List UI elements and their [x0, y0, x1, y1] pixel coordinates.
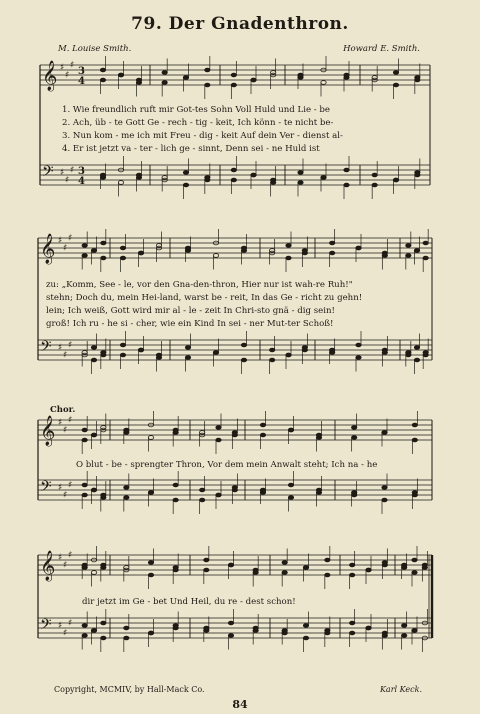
- note-head: [382, 634, 387, 638]
- sharp-sign: ♯: [68, 550, 73, 561]
- note-head: [183, 171, 188, 175]
- note-head: [124, 486, 129, 490]
- time-signature: 3: [78, 66, 85, 77]
- note-head: [303, 566, 308, 570]
- note-head: [251, 173, 256, 177]
- note-head: [124, 428, 129, 432]
- note-head: [356, 356, 361, 360]
- note-head: [101, 636, 106, 640]
- note-head: [260, 423, 265, 427]
- sharp-sign: ♯: [68, 233, 73, 244]
- note-head: [316, 491, 321, 495]
- note-head: [148, 573, 153, 577]
- sharp-sign: ♯: [58, 553, 63, 563]
- chorus-label: Chor.: [50, 405, 76, 415]
- note-head: [183, 76, 188, 80]
- note-head: [298, 171, 303, 175]
- note-head: [162, 81, 167, 85]
- bass-clef: 𝄢: [42, 163, 54, 184]
- note-head: [213, 254, 218, 258]
- lyric-line: groß! Ich ru - he si - cher, wie ein Kind In sei - ner Mut-ter Schoß!: [46, 319, 334, 329]
- note-head: [185, 246, 190, 250]
- note-head: [138, 348, 143, 352]
- note-head: [173, 431, 178, 435]
- lyric-line: 1. Wie freundlich ruft mir Got-tes Sohn Voll Huld und Lie - be: [62, 105, 331, 115]
- note-head: [302, 348, 307, 352]
- sharp-sign: ♯: [68, 415, 73, 426]
- note-head: [382, 498, 387, 502]
- note-head: [356, 246, 361, 250]
- note-head: [382, 486, 387, 490]
- note-head: [325, 631, 330, 635]
- note-head: [422, 566, 427, 570]
- note-head: [231, 168, 236, 172]
- copyright-notice: Copyright, MCMIV, by Hall-Mack Co.: [54, 685, 205, 694]
- time-signature: 4: [78, 176, 85, 187]
- note-head: [286, 244, 291, 248]
- sharp-sign: ♯: [63, 425, 68, 436]
- note-head: [260, 433, 265, 437]
- note-head: [216, 426, 221, 430]
- note-head: [269, 249, 274, 253]
- note-head: [156, 356, 161, 360]
- note-head: [205, 178, 210, 182]
- note-head: [148, 631, 153, 635]
- arranger-credit: Karl Keck.: [379, 685, 422, 694]
- note-head: [253, 629, 258, 633]
- note-head: [303, 636, 308, 640]
- note-head: [232, 488, 237, 492]
- time-signature: 4: [78, 76, 85, 87]
- note-head: [406, 244, 411, 248]
- note-head: [401, 634, 406, 638]
- note-head: [82, 438, 87, 442]
- note-head: [162, 71, 167, 75]
- note-head: [401, 624, 406, 628]
- lyric-line: zu: „Komm, See - le, vor den Gna-den-thron, Hier nur ist wah-re Ruh!": [46, 280, 353, 290]
- note-head: [349, 573, 354, 577]
- note-head: [270, 181, 275, 185]
- note-head: [406, 254, 411, 258]
- sharp-sign: ♯: [63, 350, 68, 361]
- note-head: [288, 496, 293, 500]
- note-head: [321, 176, 326, 180]
- sharp-sign: ♯: [68, 340, 73, 351]
- note-head: [282, 571, 287, 575]
- sharp-sign: ♯: [58, 483, 63, 493]
- note-head: [228, 563, 233, 567]
- note-head: [251, 78, 256, 82]
- note-head: [118, 181, 123, 185]
- note-head: [91, 571, 96, 575]
- note-head: [344, 76, 349, 80]
- page-number: 84: [232, 698, 248, 711]
- note-head: [356, 343, 361, 347]
- note-head: [260, 488, 265, 492]
- lyric-line: 2. Ach, üb - te Gott Ge - rech - tig - keit, Ich könn - te nicht be-: [62, 118, 334, 128]
- time-signature: 3: [78, 166, 85, 177]
- bass-clef: 𝄢: [40, 338, 52, 359]
- note-head: [199, 498, 204, 502]
- note-head: [185, 356, 190, 360]
- note-head: [204, 558, 209, 562]
- sharp-sign: ♯: [58, 418, 63, 428]
- note-head: [344, 168, 349, 172]
- note-head: [232, 433, 237, 437]
- note-head: [414, 249, 419, 253]
- note-head: [120, 256, 125, 260]
- note-head: [185, 346, 190, 350]
- note-head: [282, 629, 287, 633]
- note-head: [100, 78, 105, 82]
- sharp-sign: ♯: [63, 490, 68, 501]
- note-head: [382, 563, 387, 567]
- note-head: [241, 249, 246, 253]
- note-head: [148, 561, 153, 565]
- note-head: [138, 251, 143, 255]
- note-head: [231, 83, 236, 87]
- note-head: [298, 73, 303, 77]
- note-head: [101, 256, 106, 260]
- sharp-sign: ♯: [70, 165, 75, 176]
- note-head: [199, 488, 204, 492]
- note-head: [82, 351, 87, 355]
- note-head: [372, 173, 377, 177]
- note-head: [303, 624, 308, 628]
- note-head: [228, 621, 233, 625]
- note-head: [282, 561, 287, 565]
- note-head: [205, 68, 210, 72]
- lyricist-credit: M. Louise Smith.: [58, 44, 132, 54]
- bass-clef: 𝄢: [40, 616, 52, 637]
- note-head: [329, 348, 334, 352]
- sharp-sign: ♯: [60, 168, 65, 178]
- sharp-sign: ♯: [68, 480, 73, 491]
- note-head: [100, 68, 105, 72]
- note-head: [120, 246, 125, 250]
- note-head: [412, 493, 417, 497]
- sharp-sign: ♯: [70, 60, 75, 71]
- sharp-sign: ♯: [58, 236, 63, 246]
- note-head: [423, 353, 428, 357]
- note-head: [412, 629, 417, 633]
- lyric-line: lein; Ich weiß, Gott wird mir al - le - zeit In Chri-sto gnä - dig sein!: [46, 306, 336, 316]
- sharp-sign: ♯: [58, 343, 63, 353]
- treble-clef: 𝄞: [42, 61, 58, 91]
- treble-clef: 𝄞: [40, 234, 56, 264]
- sharp-sign: ♯: [63, 628, 68, 639]
- note-head: [101, 496, 106, 500]
- note-head: [91, 358, 96, 362]
- note-head: [269, 358, 274, 362]
- note-head: [316, 436, 321, 440]
- note-head: [82, 428, 87, 432]
- note-head: [204, 568, 209, 572]
- note-head: [124, 626, 129, 630]
- note-head: [288, 483, 293, 487]
- composer-credit: Howard E. Smith.: [343, 44, 420, 54]
- note-head: [286, 256, 291, 260]
- note-head: [401, 563, 406, 567]
- note-head: [213, 351, 218, 355]
- note-head: [82, 244, 87, 248]
- sharp-sign: ♯: [63, 243, 68, 254]
- note-head: [148, 491, 153, 495]
- note-head: [382, 431, 387, 435]
- lyric-line: dir jetzt im Ge - bet Und Heil, du re - dest schon!: [82, 597, 296, 607]
- note-head: [120, 343, 125, 347]
- lyric-line: 3. Nun kom - me ich mit Freu - dig - keit Auf dein Ver - dienst al-: [62, 131, 343, 141]
- note-head: [414, 346, 419, 350]
- note-head: [349, 563, 354, 567]
- note-head: [412, 558, 417, 562]
- note-head: [162, 176, 167, 180]
- note-head: [231, 73, 236, 77]
- sharp-sign: ♯: [63, 560, 68, 571]
- note-head: [228, 634, 233, 638]
- note-head: [120, 353, 125, 357]
- note-head: [393, 83, 398, 87]
- note-head: [321, 81, 326, 85]
- sharp-sign: ♯: [68, 618, 73, 629]
- note-head: [325, 573, 330, 577]
- note-head: [351, 491, 356, 495]
- note-head: [393, 71, 398, 75]
- note-head: [351, 436, 356, 440]
- lyric-line: O blut - be - sprengter Thron, Vor dem mein Anwalt steht; Ich na - he: [76, 460, 378, 470]
- note-head: [412, 423, 417, 427]
- note-head: [406, 351, 411, 355]
- note-head: [183, 183, 188, 187]
- note-head: [91, 249, 96, 253]
- note-head: [412, 571, 417, 575]
- sharp-sign: ♯: [60, 63, 65, 73]
- note-head: [372, 76, 377, 80]
- treble-clef: 𝄞: [40, 551, 56, 581]
- note-head: [173, 483, 178, 487]
- note-head: [329, 241, 334, 245]
- note-head: [231, 178, 236, 182]
- note-head: [329, 251, 334, 255]
- sharp-sign: ♯: [65, 175, 70, 186]
- note-head: [101, 353, 106, 357]
- note-head: [91, 629, 96, 633]
- note-head: [286, 353, 291, 357]
- note-head: [241, 343, 246, 347]
- note-head: [91, 433, 96, 437]
- note-head: [372, 183, 377, 187]
- note-head: [288, 428, 293, 432]
- note-head: [101, 621, 106, 625]
- lyric-line: 4. Er ist jetzt va - ter - lich ge - sinnt, Denn sei - ne Huld ist: [62, 144, 320, 154]
- note-head: [101, 241, 106, 245]
- note-head: [82, 493, 87, 497]
- note-head: [253, 571, 258, 575]
- note-head: [205, 83, 210, 87]
- note-head: [136, 176, 141, 180]
- note-head: [423, 256, 428, 260]
- note-head: [124, 636, 129, 640]
- note-head: [241, 358, 246, 362]
- note-head: [302, 251, 307, 255]
- note-head: [124, 496, 129, 500]
- note-head: [136, 81, 141, 85]
- note-head: [91, 488, 96, 492]
- note-head: [366, 568, 371, 572]
- note-head: [124, 566, 129, 570]
- note-head: [216, 438, 221, 442]
- note-head: [173, 626, 178, 630]
- note-head: [325, 558, 330, 562]
- sharp-sign: ♯: [65, 70, 70, 81]
- note-head: [412, 438, 417, 442]
- note-head: [82, 634, 87, 638]
- note-head: [91, 346, 96, 350]
- note-head: [148, 436, 153, 440]
- note-head: [82, 563, 87, 567]
- note-head: [101, 566, 106, 570]
- note-head: [351, 426, 356, 430]
- note-head: [393, 178, 398, 182]
- note-head: [204, 626, 209, 630]
- note-head: [349, 621, 354, 625]
- note-head: [366, 626, 371, 630]
- note-head: [216, 493, 221, 497]
- hymn-title: 79. Der Gnadenthron.: [131, 14, 349, 34]
- note-head: [173, 568, 178, 572]
- note-head: [100, 173, 105, 177]
- note-head: [173, 498, 178, 502]
- note-head: [82, 624, 87, 628]
- bass-clef: 𝄢: [40, 478, 52, 499]
- note-head: [118, 73, 123, 77]
- note-head: [423, 241, 428, 245]
- note-head: [415, 173, 420, 177]
- note-head: [199, 431, 204, 435]
- note-head: [82, 254, 87, 258]
- note-head: [382, 351, 387, 355]
- treble-clef: 𝄞: [40, 416, 56, 446]
- note-head: [415, 78, 420, 82]
- note-head: [414, 358, 419, 362]
- note-head: [349, 631, 354, 635]
- lyric-line: stehn; Doch du, mein Hei-land, warst be - reit, In das Ge - richt zu gehn!: [46, 293, 363, 303]
- note-head: [344, 183, 349, 187]
- note-head: [82, 483, 87, 487]
- note-head: [382, 254, 387, 258]
- note-head: [269, 348, 274, 352]
- sharp-sign: ♯: [58, 621, 63, 631]
- note-head: [298, 181, 303, 185]
